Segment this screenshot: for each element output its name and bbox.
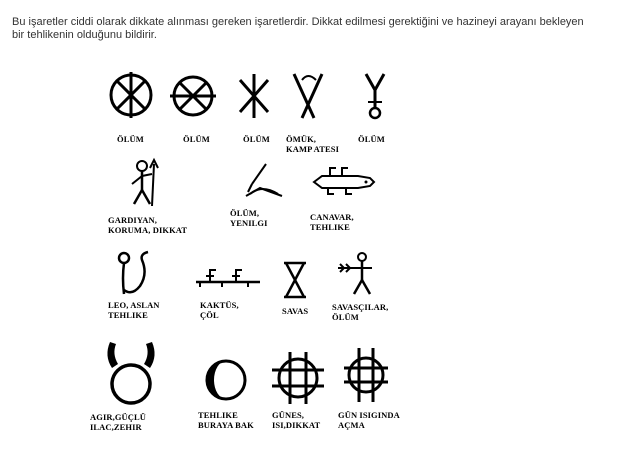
- lion-leo-icon: [112, 250, 158, 296]
- horned-circle-icon: [104, 342, 158, 406]
- caption-circle-cross-x: ÖLÜM: [117, 134, 144, 144]
- caption-crossed-v: ÖMÜK, KAMP ATESI: [286, 134, 340, 154]
- caption-horned-circle: AGIR,GÜÇLÜ ILAC,ZEHIR: [90, 412, 147, 432]
- caption-lion-leo: LEO, ASLAN TEHLIKE: [108, 300, 160, 320]
- six-point-asterisk-icon: [238, 74, 270, 118]
- caption-sun-grid-circle: GÜNES, ISI,DIKKAT: [272, 410, 321, 430]
- y-stick-icon: [364, 72, 386, 120]
- caption-six-point-asterisk: ÖLÜM: [243, 134, 270, 144]
- caption-stick-figure-spear: GARDIYAN, KORUMA, DIKKAT: [108, 215, 188, 235]
- caption-cactus-row: KAKTÜS, ÇÖL: [200, 300, 239, 320]
- caption-fallen-figure: ÖLÜM, YENILGI: [230, 208, 268, 228]
- monster-creature-icon: [312, 166, 376, 196]
- caption-sun-grid-open: GÜN ISIGINDA AÇMA: [338, 410, 400, 430]
- sun-grid-open-icon: [342, 348, 390, 402]
- cactus-row-icon: [196, 266, 260, 288]
- caption-circle-x-bar: ÖLÜM: [183, 134, 210, 144]
- intro-line-1: Bu işaretler ciddi olarak dikkate alınması gereken işaretlerdir. Dikkat edilmesi gerektiğini ve hazineyi arayanı bekleyen: [12, 16, 584, 28]
- caption-monster-creature: CANAVAR, TEHLIKE: [310, 212, 354, 232]
- circle-cross-x-icon: [108, 72, 154, 118]
- fallen-figure-icon: [238, 162, 284, 202]
- circle-x-bar-icon: [170, 74, 216, 118]
- caption-y-stick: ÖLÜM: [358, 134, 385, 144]
- arrow-figure-icon: [338, 252, 372, 296]
- stick-figure-spear-icon: [130, 160, 162, 206]
- crescent-eclipse-icon: [204, 358, 248, 402]
- caption-arrow-figure: SAVASÇILAR, ÖLÜM: [332, 302, 389, 322]
- sun-grid-circle-icon: [272, 352, 324, 404]
- crossed-v-icon: [292, 72, 324, 120]
- intro-text: [12, 16, 632, 42]
- caption-crescent-eclipse: TEHLIKE BURAYA BAK: [198, 410, 254, 430]
- hourglass-icon: [284, 262, 306, 298]
- caption-hourglass: SAVAS: [282, 306, 309, 316]
- intro-line-2: bir tehlikenin olduğunu bildirir.: [12, 29, 157, 41]
